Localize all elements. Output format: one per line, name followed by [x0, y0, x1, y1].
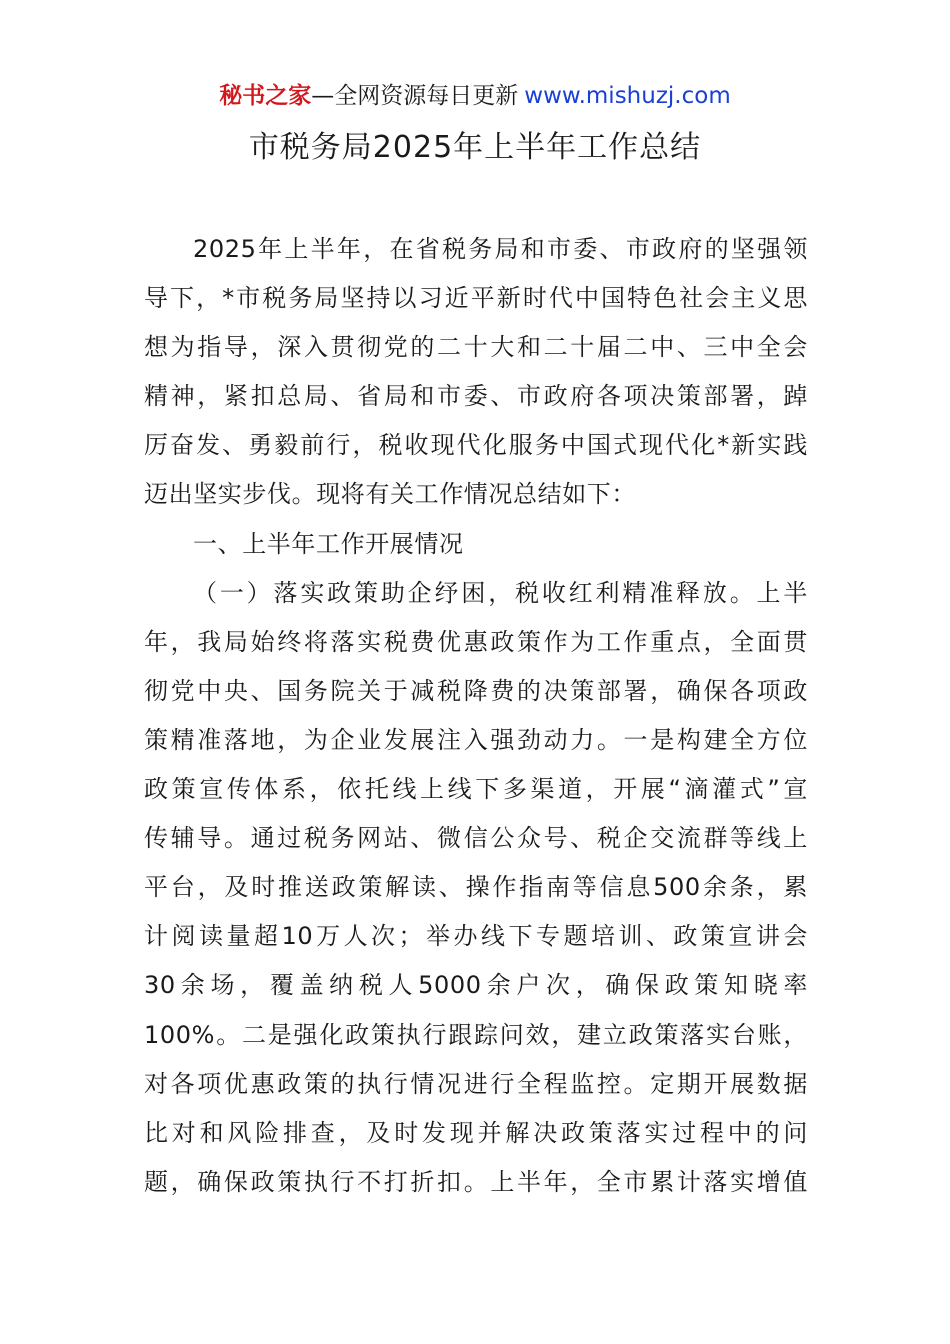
- site-header: [0, 80, 950, 112]
- paragraph-line: 政策宣传体系，依托线上线下多渠道，开展“滴灌式”宣: [144, 775, 808, 804]
- paragraph-line: 精神，紧扣总局、省局和市委、市政府各项决策部署，踔: [144, 382, 808, 411]
- section-heading: 一、上半年工作开展情况: [193, 529, 464, 558]
- paragraph-line: 比对和风险排查，及时发现并解决政策落实过程中的问: [144, 1118, 808, 1147]
- paragraph-line: 导下，*市税务局坚持以习近平新时代中国特色社会主义思: [144, 284, 808, 313]
- paragraph-line: 策精准落地，为企业发展注入强劲动力。一是构建全方位: [144, 725, 808, 754]
- paragraph-line: 厉奋发、勇毅前行，税收现代化服务中国式现代化*新实践: [144, 431, 808, 460]
- paragraph-line: 计阅读量超10万人次；举办线下专题培训、政策宣讲会: [144, 922, 808, 951]
- paragraph-line: 100%。二是强化政策执行跟踪问效，建立政策落实台账，: [144, 1020, 808, 1049]
- paragraph-line: 年，我局始终将落实税费优惠政策作为工作重点，全面贯: [144, 627, 808, 656]
- paragraph-line: 对各项优惠政策的执行情况进行全程监控。定期开展数据: [144, 1069, 808, 1098]
- paragraph-line: 30余场，覆盖纳税人5000余户次，确保政策知晓率: [144, 971, 808, 1000]
- site-tagline: —全网资源每日更新: [311, 83, 519, 109]
- site-url-link[interactable]: www.mishuzj.com: [524, 83, 731, 109]
- paragraph-line: 传辅导。通过税务网站、微信公众号、税企交流群等线上: [144, 824, 808, 853]
- paragraph-line: （一）落实政策助企纾困，税收红利精准释放。上半: [193, 578, 808, 607]
- paragraph-line: 迈出坚实步伐。现将有关工作情况总结如下：: [144, 480, 636, 509]
- paragraph-line: 2025年上半年，在省税务局和市委、市政府的坚强领: [193, 235, 808, 263]
- site-brand: 秘书之家: [219, 83, 312, 109]
- paragraph-line: 平台，及时推送政策解读、操作指南等信息500余条，累: [144, 873, 808, 902]
- paragraph-line: 想为指导，深入贯彻党的二十大和二十届二中、三中全会: [144, 333, 808, 362]
- document-body: [144, 225, 808, 1207]
- paragraph-line: 题，确保政策执行不打折扣。上半年，全市累计落实增值: [144, 1167, 808, 1196]
- paragraph-line: 彻党中央、国务院关于减税降费的决策部署，确保各项政: [144, 676, 808, 705]
- document-title: 市税务局2025年上半年工作总结: [248, 130, 702, 165]
